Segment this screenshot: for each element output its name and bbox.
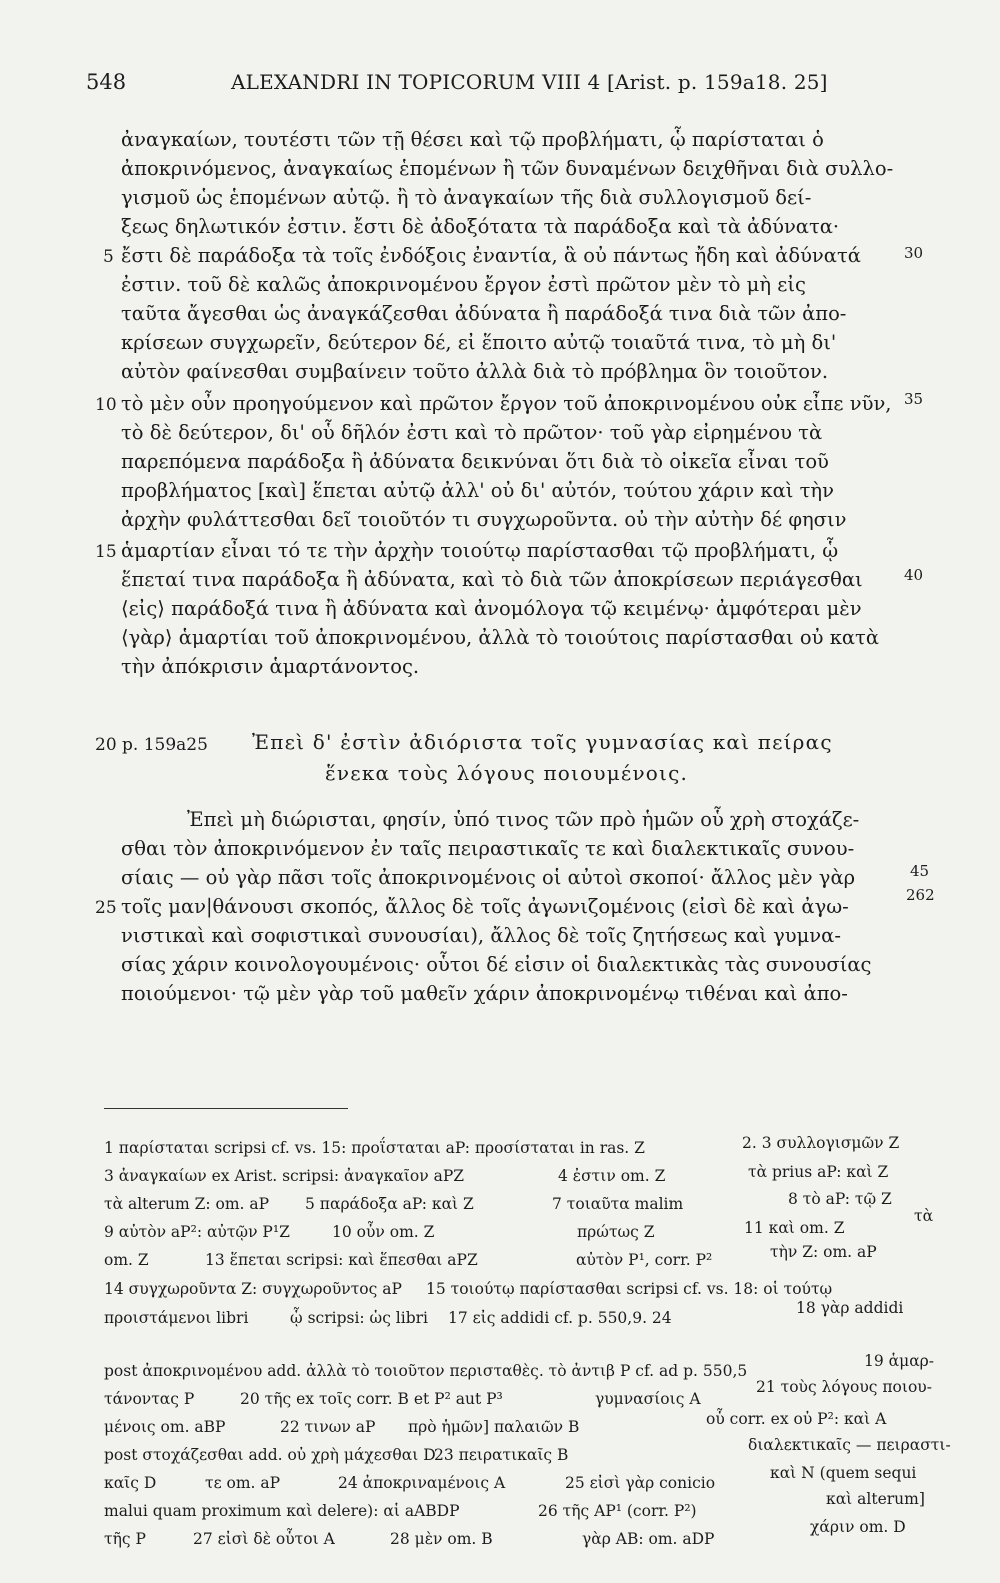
footnote: τὰ alterum Z: om. aP [104,1195,270,1213]
lemma-line: ἕνεκα τοὺς λόγους ποιουμένοις. [325,761,689,785]
footnote: ᾧ scripsi: ὡς libri [290,1309,429,1327]
footnote: 27 εἰσὶ δὲ οὗτοι A [193,1530,335,1548]
text-line: τὴν ἀπόκρισιν ἁμαρτάνοντος. [121,655,420,678]
footnote: 9 αὐτὸν aP²: αὐτῷν P¹Z [104,1223,290,1241]
text-line: ξεως δηλωτικόν ἐστιν. ἔστι δὲ ἀδοξότατα τὰ παράδοξα καὶ τὰ ἀδύνατα· [121,215,840,238]
footnote: post ἀποκρινομένου add. ἀλλὰ τὸ τοιοῦτον περισταθὲς. τὸ ἀντιβ P cf. ad p. 550,5 [104,1362,748,1380]
footnote: post στοχάζεσθαι add. οὐ χρὴ μάχεσθαι D [104,1446,436,1464]
text-line: τὸ μὲν οὖν προηγούμενον καὶ πρῶτον ἔργον τοῦ ἀποκρινομένου οὐκ εἶπε νῦν, [121,392,892,415]
text-line: ἀποκρινόμενος, ἀναγκαίως ἑπομένων ἢ τῶν δυναμένων δειχθῆναι διὰ συλλο- [121,157,894,180]
footnote: καὶ N (quem sequi [770,1464,917,1482]
lemma-line: Ἐπεὶ δ' ἐστὶν ἀδιόριστα τοῖς γυμνασίας καὶ πείρας [252,730,833,754]
footnote: μένοις om. aBP [104,1418,226,1436]
footnote: 5 παράδοξα aP: καὶ Z [305,1195,474,1213]
footnote: τὴν Z: om. aP [770,1243,877,1261]
text-line: Ἐπεὶ μὴ διώρισται, φησίν, ὑπό τινος τῶν πρὸ ἡμῶν οὗ χρὴ στοχάζε- [187,808,860,831]
text-line: ποιούμενοι· τῷ μὲν γὰρ τοῦ μαθεῖν χάριν ἀποκρινομένῳ τιθέναι καὶ ἀπο- [121,982,848,1005]
text-line: νιστικαὶ καὶ σοφιστικαὶ συνουσίαι), ἄλλος δὲ τοῖς ζητήσεως καὶ γυμνα- [121,924,841,947]
footnote: οὗ corr. ex οὐ P²: καὶ A [706,1410,887,1428]
footnote: τῆς P [104,1530,146,1548]
lemma-reference: p. 159a25 [122,735,208,755]
text-line: κρίσεων συγχωρεῖν, δεύτερον δέ, εἰ ἕποιτο αὐτῷ τοιαῦτά τινα, τὸ μὴ δι' [121,331,837,354]
footnote: 2. 3 συλλογισμῶν Z [742,1134,900,1152]
text-line: ἀναγκαίων, τουτέστι τῶν τῇ θέσει καὶ τῷ προβλήματι, ᾧ παρίσταται ὁ [121,128,824,151]
footnote: 15 τοιούτῳ παρίστασθαι scripsi cf. vs. 18: οἱ τούτῳ [426,1280,833,1298]
margin-number: 40 [904,566,924,584]
page-number: 548 [86,70,127,94]
footnote: 13 ἕπεται scripsi: καὶ ἕπεσθαι aPZ [205,1251,478,1269]
footnote: 23 πειρατικαῖς B [434,1446,569,1464]
text-line: σίας χάριν κοινολογουμένοις· οὗτοι δέ εἰσιν οἱ διαλεκτικὰς τὰς συνουσίας [121,953,872,976]
text-line: παρεπόμενα παράδοξα ἢ ἀδύνατα δεικνύναι ὅτι διὰ τὸ οἰκεῖα εἶναι τοῦ [121,450,829,473]
margin-number: 45 [910,862,930,880]
footnote: τάνοντας P [104,1390,195,1408]
text-line: ⟨εἰς⟩ παράδοξά τινα ἢ ἀδύνατα καὶ ἀνομόλογα τῷ κειμένῳ· ἀμφότεραι μὲν [121,597,862,620]
margin-number: 35 [904,390,924,408]
footnote: 7 τοιαῦτα malim [552,1195,684,1213]
footnote: αὐτὸν P¹, corr. P² [576,1251,713,1269]
footnote: καῖς D [104,1474,157,1492]
footnote: 26 τῆς AP¹ (corr. P²) [538,1502,697,1520]
text-line: σθαι τὸν ἀποκρινόμενον ἐν ταῖς πειραστικαῖς τε καὶ διαλεκτικαῖς συνου- [121,837,855,860]
footnote: 24 ἀποκριναμένοις A [338,1474,506,1492]
line-number: 5 [103,247,114,267]
footnote: καὶ alterum] [826,1490,925,1508]
text-line: ἐστιν. τοῦ δὲ καλῶς ἀποκρινομένου ἔργον ἐστὶ πρῶτον μὲν τὸ μὴ εἰς [121,273,806,296]
text-line: προβλήματος [καὶ] ἕπεται αὐτῷ ἀλλ' οὐ δι' αὐτόν, τούτου χάριν καὶ τὴν [121,479,834,502]
footnote: τὰ [914,1207,934,1225]
footnote: 3 ἀναγκαίων ex Arist. scripsi: ἀναγκαῖον aPZ [104,1167,465,1185]
line-number: 15 [95,542,117,562]
footnote: 25 εἰσὶ γὰρ conicio [565,1474,716,1492]
text-line: ⟨γὰρ⟩ ἁμαρτίαι τοῦ ἀποκρινομένου, ἀλλὰ τὸ τοιούτοις παρίστασθαι οὐ κατὰ [121,626,880,649]
footnote-rule [104,1108,348,1109]
footnote: 1 παρίσταται scripsi cf. vs. 15: προΐσταται aP: προσίσταται in ras. Z [104,1139,645,1157]
footnote: 22 τινων aP [280,1418,376,1436]
text-line: αὐτὸν φαίνεσθαι συμβαίνειν τοῦτο ἀλλὰ διὰ τὸ πρόβλημα ὃν τοιοῦτον. [121,360,829,383]
footnote: διαλεκτικαῖς — πειραστι- [748,1436,951,1454]
text-line: τοῖς μαν|θάνουσι σκοπός, ἄλλος δὲ τοῖς ἀγωνιζομένοις (εἰσὶ δὲ καὶ ἀγω- [121,895,849,918]
footnote: γὰρ AB: om. aDP [582,1530,715,1548]
footnote: malui quam proximum καὶ delere): αἱ aABDP [104,1502,460,1520]
text-line: σίαις — οὐ γὰρ πᾶσι τοῖς ἀποκρινομένοις οἱ αὐτοὶ σκοποί· ἄλλος μὲν γὰρ [121,866,856,889]
text-line: ἔστι δὲ παράδοξα τὰ τοῖς ἐνδόξοις ἐναντία, ἃ οὐ πάντως ἤδη καὶ ἀδύνατά [121,244,861,267]
footnote: 19 ἁμαρ- [864,1352,935,1370]
footnote: πρώτως Z [577,1223,655,1241]
text-line: γισμοῦ ὡς ἑπομένων αὐτῷ. ἢ τὸ ἀναγκαίων τῆς διὰ συλλογισμοῦ δεί- [121,186,812,209]
footnote: χάριν om. D [810,1518,906,1536]
footnote: 14 συγχωροῦντα Z: συγχωροῦντος aP [104,1280,402,1298]
text-line: ἁμαρτίαν εἶναι τό τε τὴν ἀρχὴν τοιούτῳ παρίστασθαι τῷ προβλήματι, ᾧ [121,539,839,562]
line-number: 20 [95,735,117,755]
footnote: om. Z [104,1251,149,1269]
text-line: τὸ δὲ δεύτερον, δι' οὗ δῆλόν ἐστι καὶ τὸ πρῶτον· τοῦ γὰρ εἰρημένου τὰ [121,421,823,444]
line-number: 25 [95,898,117,918]
footnote: τε om. aP [205,1474,281,1492]
footnote: 4 ἐστιν om. Z [558,1167,666,1185]
text-line: ἕπεταί τινα παράδοξα ἢ ἀδύνατα, καὶ τὸ διὰ τῶν ἀποκρίσεων περιάγεσθαι [121,568,863,591]
footnote: γυμνασίοις A [595,1390,701,1408]
footnote: 18 γὰρ addidi [796,1299,904,1317]
footnote: 17 εἰς addidi cf. p. 550,9. 24 [448,1309,672,1327]
footnote: 8 τὸ aP: τῷ Z [788,1190,892,1208]
footnote: 28 μὲν om. B [390,1530,493,1548]
margin-number: 262 [906,886,935,904]
footnote: 11 καὶ om. Z [744,1219,845,1237]
footnote: προιστάμενοι libri [104,1309,249,1327]
line-number: 10 [95,395,117,415]
text-line: ταῦτα ἄγεσθαι ὡς ἀναγκάζεσθαι ἀδύνατα ἢ παράδοξά τινα διὰ τῶν ἀπο- [121,302,847,325]
footnote: 10 οὖν om. Z [332,1223,435,1241]
footnote: 21 τοὺς λόγους ποιου- [756,1378,932,1396]
margin-number: 30 [904,244,924,262]
footnote: τὰ prius aP: καὶ Z [748,1163,889,1181]
footnote: πρὸ ἡμῶν] παλαιῶν B [408,1418,580,1436]
running-title: ALEXANDRI IN TOPICORUM VIII 4 [Arist. p. 159a18. 25] [231,70,828,94]
footnote: 20 τῆς ex τοῖς corr. B et P² aut P³ [240,1390,503,1408]
text-line: ἀρχὴν φυλάττεσθαι δεῖ τοιοῦτόν τι συγχωροῦντα. οὐ τὴν αὐτὴν δέ φησιν [121,508,847,531]
